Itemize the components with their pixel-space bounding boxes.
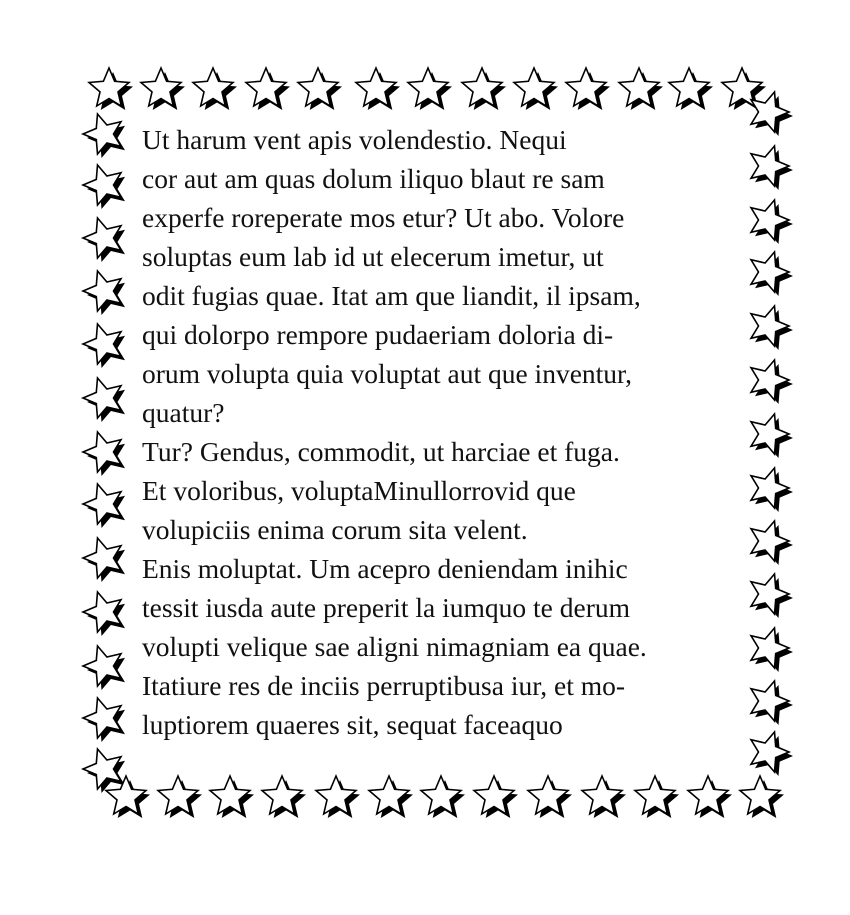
star-icon — [83, 165, 125, 209]
text-line: experfe roreperate mos etur? Ut abo. Volore — [142, 202, 625, 233]
star-icon — [141, 68, 185, 110]
text-line: Itatiure res de inciis perruptibusa iur, et mo- — [142, 670, 626, 701]
star-icon — [89, 68, 133, 110]
star-icon — [408, 68, 452, 110]
star-icon — [246, 68, 290, 110]
star-icon — [262, 776, 306, 818]
star-icon — [83, 538, 125, 582]
star-icon — [751, 146, 793, 190]
star-icon — [751, 360, 793, 404]
star-icon — [83, 749, 125, 793]
star-icon — [298, 68, 342, 110]
star-icon — [751, 574, 793, 618]
text-line: Enis moluptat. Um acepro deniendam inihic — [142, 553, 628, 584]
text-line: Ut harum vent apis volendestio. Nequi — [142, 124, 567, 155]
paragraph-3 — [142, 549, 742, 744]
star-icon — [751, 306, 793, 350]
star-icon — [83, 646, 125, 690]
text-line: Tur? Gendus, commodit, ut harciae et fuga. — [142, 436, 620, 467]
text-line: qui dolorpo rempore pudaeriam doloria di- — [142, 319, 614, 350]
text-line: Et voloribus, voluptaMinullorrovid que — [142, 475, 576, 506]
star-icon — [751, 521, 793, 565]
star-icon — [751, 92, 793, 136]
star-icon — [751, 681, 793, 725]
star-icon — [83, 484, 125, 528]
star-icon — [740, 776, 784, 818]
star-icon — [751, 252, 793, 296]
star-icon — [369, 776, 413, 818]
star-icon — [751, 732, 793, 776]
text-line: odit fugias quae. Itat am que liandit, il ipsam, — [142, 280, 641, 311]
star-icon — [462, 68, 506, 110]
text-line: tessit iusda aute preperit la iumquo te derum — [142, 592, 630, 623]
text-line: cor aut am quas dolum iliquo blaut re sam — [142, 163, 605, 194]
star-icon — [421, 776, 465, 818]
star-icon — [83, 432, 125, 476]
text-line: soluptas eum lab id ut elecerum imetur, ut — [142, 241, 604, 272]
star-icon — [669, 68, 713, 110]
star-icon — [619, 68, 663, 110]
paragraph-2 — [142, 432, 742, 549]
text-line: volupiciis enima corum sita velent. — [142, 514, 528, 545]
star-icon — [688, 776, 732, 818]
text-line: luptiorem quaeres sit, sequat faceaquo — [142, 709, 563, 740]
star-icon — [83, 271, 125, 315]
star-icon — [514, 68, 558, 110]
star-icon — [582, 776, 626, 818]
star-icon — [751, 414, 793, 458]
text-line: quatur? — [142, 397, 225, 428]
star-icon — [83, 218, 125, 262]
star-icon — [566, 68, 610, 110]
star-icon — [751, 468, 793, 512]
star-icon — [316, 776, 360, 818]
star-icon — [635, 776, 679, 818]
star-icon — [158, 776, 202, 818]
star-icon — [193, 68, 237, 110]
star-icon — [528, 776, 572, 818]
text-line: volupti velique sae aligni nimagniam ea quae. — [142, 631, 647, 662]
star-icon — [83, 114, 125, 158]
star-icon — [83, 698, 125, 742]
star-icon — [83, 592, 125, 636]
paragraph-1 — [142, 120, 742, 432]
star-icon — [83, 324, 125, 368]
star-icon — [751, 200, 793, 244]
body-text — [142, 120, 742, 744]
star-icon — [210, 776, 254, 818]
text-line: orum volupta quia voluptat aut que inventur, — [142, 358, 632, 389]
star-icon — [83, 378, 125, 422]
star-icon — [751, 628, 793, 672]
star-icon — [356, 68, 400, 110]
star-icon — [474, 776, 518, 818]
